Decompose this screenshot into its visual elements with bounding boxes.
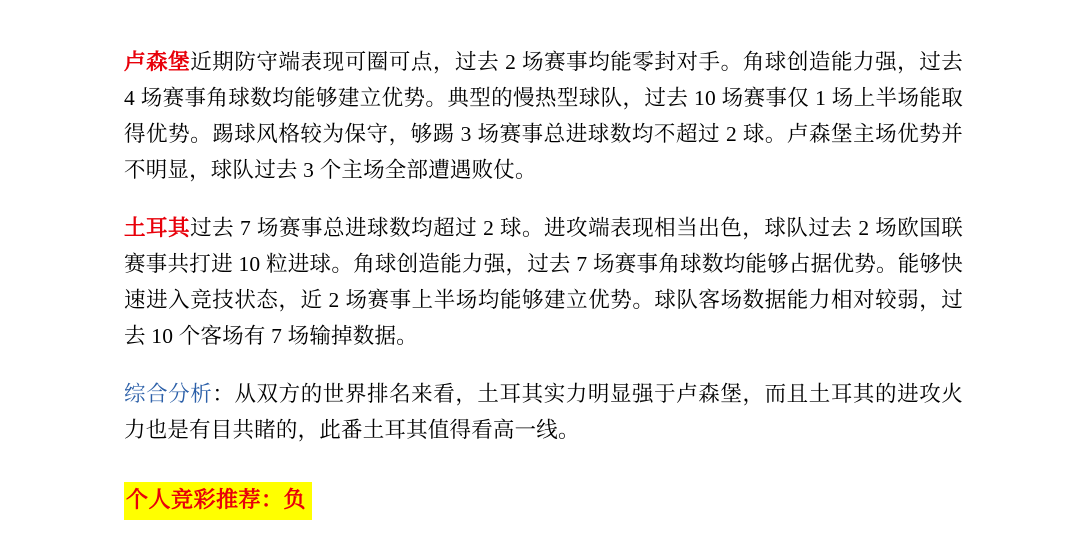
paragraph-turkey-body: 过去 7 场赛事总进球数均超过 2 球。进攻端表现相当出色，球队过去 2 场欧国联赛事共打进 10 粒进球。角球创造能力强，过去 7 场赛事角球数均能够占据优势。能够快速进入竞技状态，近 2 场赛事上半场均能够建立优势。球队客场数据能力相对较弱，过去 10 个客场有 7 场输掉数据。 [124,216,963,348]
paragraph-summary-body: ：从双方的世界排名来看，土耳其实力明显强于卢森堡，而且土耳其的进攻火力也是有目共睹的，此番土耳其值得看高一线。 [124,382,963,442]
paragraph-luxembourg-body: 近期防守端表现可圈可点，过去 2 场赛事均能零封对手。角球创造能力强，过去 4 场赛事角球数均能够建立优势。典型的慢热型球队，过去 10 场赛事仅 1 场上半场能取得优势。踢球风格较为保守，够踢 3 场赛事总进球数均不超过 2 球。卢森堡主场优势并不明显，球队过去 3 个主场全部遭遇败仗。 [124,50,964,182]
team-name-luxembourg: 卢森堡 [124,50,191,74]
team-name-turkey: 土耳其 [124,216,191,240]
paragraph-summary [124,376,963,448]
paragraph-luxembourg [124,44,963,188]
recommendation-text: 个人竞彩推荐：负 [124,482,312,520]
recommendation-block [124,482,963,520]
summary-label: 综合分析 [124,382,213,406]
paragraph-turkey [124,210,963,354]
